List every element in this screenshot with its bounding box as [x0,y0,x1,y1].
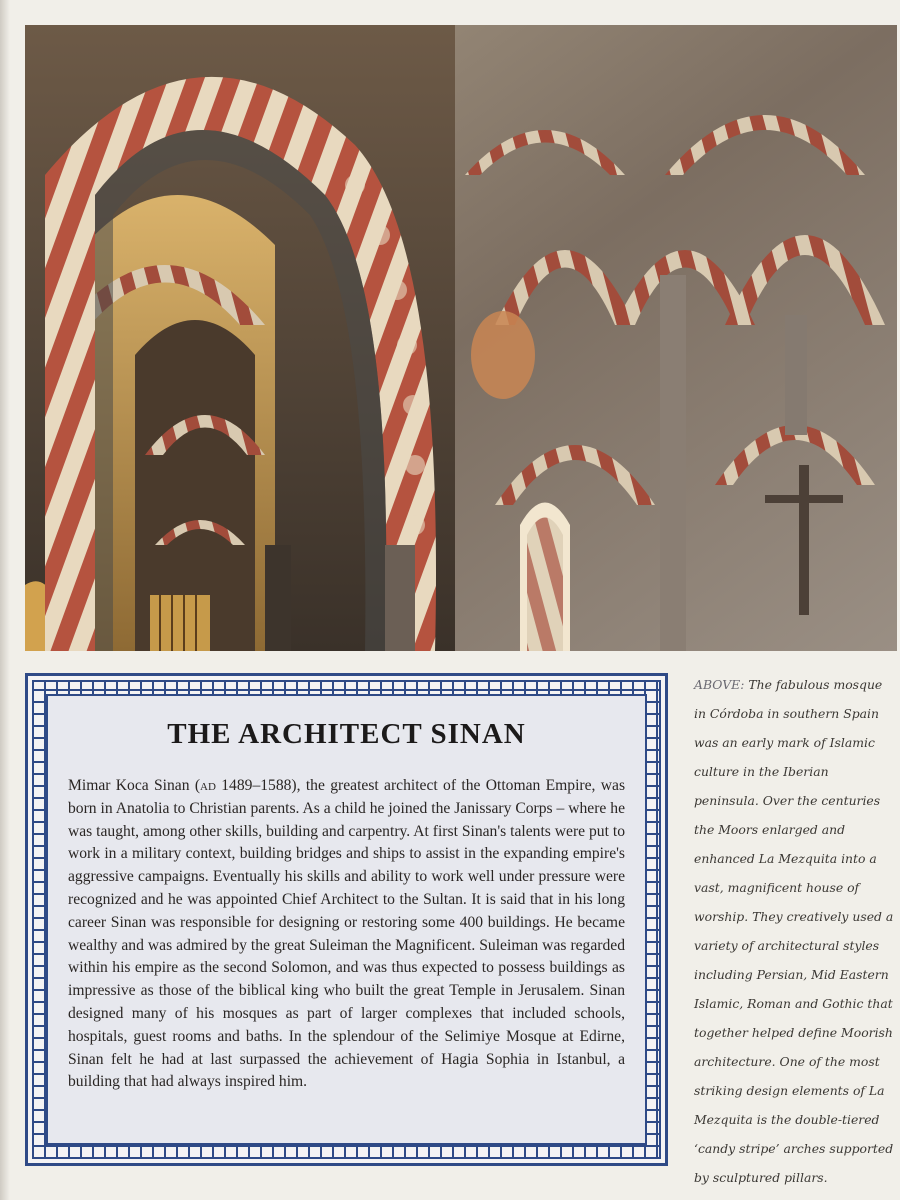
mezquita-illustration [25,25,897,651]
photo-caption [694,670,894,1192]
sidebar-frame [28,676,665,1163]
sidebar-panel [46,694,647,1145]
greek-key-border [32,680,661,1159]
sinan-sidebar-box [25,673,668,1166]
sidebar-body [68,775,625,1094]
sidebar-body-text: 1489–1588), the greatest architect of the Ottoman Empire, was born in Anatolia to Christian parents. As a child he joined the Janissary Corps – where he was taught, among other skills, building and carpentry. At first Sinan's talents were put to work in a military context, building bridges and ships to assist in the expanding empire's aggressive campaigns. Eventually his skills and ability to work well under pressure were recognized and he was appointed Chief Architect to the Sultan. It is said that in his long career Sinan was responsible for designing or restoring some 400 buildings. He became wealthy and was admired by the great Suleiman the Magnificent. Suleiman was regarded within his empire as the second Solomon, and was thus expected to possess buildings as impressive as those of the biblical king who built the great Temple in Jerusalem. Sinan designed many of his mosques as part of larger complexes that included schools, hospitals, guest rooms and baths. In the splendour of the Selimiye Mosque at Edirne, Sinan felt he had at last surpassed the achievement of Hagia Sophia in Istanbul, a building that had always inspired him. [68,777,626,1091]
mezquita-photo [25,25,897,651]
page-gutter-shadow [0,0,10,1200]
caption-text: The fabulous mosque in Córdoba in southern Spain was an early mark of Islamic culture in the Iberian peninsula. Over the centuries the Moors enlarged and enhanced La Mezquita into a vast, magnificent house of worship. They creatively used a variety of architectural styles including Persian, Mid Eastern Islamic, Roman and Gothic that together helped define Moorish architecture. One of the most striking design elements of La Mezquita is the double-tiered ‘candy stripe’ arches supported by sculptured pillars. [694,677,894,1185]
sidebar-body-era: ad [200,777,216,794]
sidebar-title: THE ARCHITECT SINAN [167,718,526,750]
sidebar-body-prefix: Mimar Koca Sinan ( [68,777,201,794]
caption-lead: ABOVE: [694,677,745,692]
